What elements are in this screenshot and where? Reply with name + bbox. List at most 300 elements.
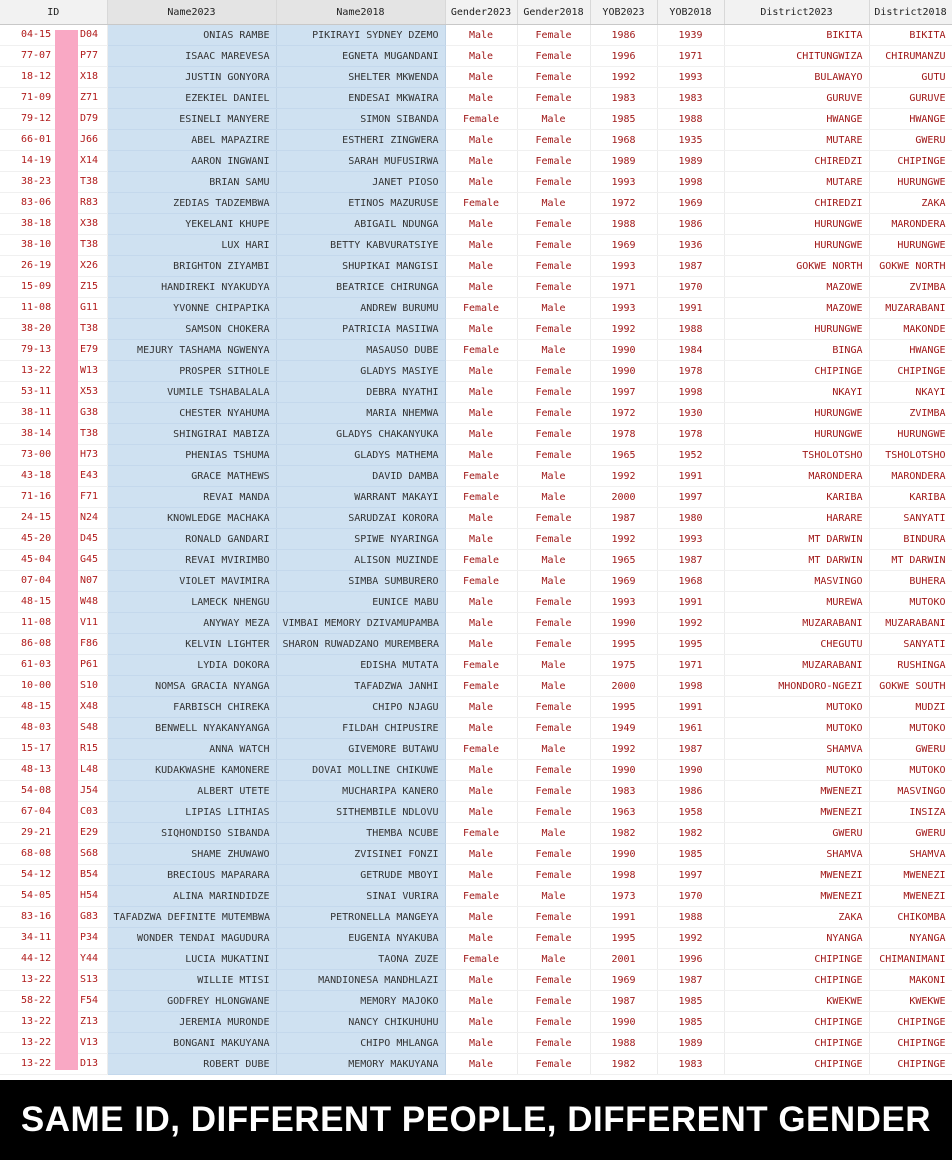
gender-2018-cell[interactable]: Male [517, 109, 590, 130]
id-cell[interactable] [0, 88, 107, 109]
name-2023-cell[interactable]: ANYWAY MEZA [107, 613, 276, 634]
district-2023-cell[interactable]: HURUNGWE [724, 424, 869, 445]
district-2018-cell[interactable]: MARONDERA [869, 466, 952, 487]
name-2023-cell[interactable]: KELVIN LIGHTER [107, 634, 276, 655]
district-2018-cell[interactable]: SHAMVA [869, 844, 952, 865]
id-cell[interactable] [0, 151, 107, 172]
yob-2023-cell[interactable]: 1978 [590, 424, 657, 445]
district-2023-cell[interactable]: ZAKA [724, 907, 869, 928]
district-2023-cell[interactable]: MWENEZI [724, 781, 869, 802]
gender-2018-cell[interactable]: Female [517, 508, 590, 529]
district-2018-cell[interactable]: CHIMANIMANI [869, 949, 952, 970]
gender-2023-cell[interactable]: Female [445, 823, 517, 844]
yob-2023-cell[interactable]: 1983 [590, 781, 657, 802]
yob-2018-cell[interactable]: 1970 [657, 277, 724, 298]
district-2018-cell[interactable]: CHIPINGE [869, 1033, 952, 1054]
yob-2018-cell[interactable]: 1993 [657, 529, 724, 550]
district-2023-cell[interactable]: MASVINGO [724, 571, 869, 592]
table-row[interactable] [0, 676, 952, 697]
name-2023-cell[interactable]: YEKELANI KHUPE [107, 214, 276, 235]
yob-2018-cell[interactable]: 1992 [657, 928, 724, 949]
yob-2018-cell[interactable]: 1986 [657, 214, 724, 235]
name-2023-cell[interactable]: WILLIE MTISI [107, 970, 276, 991]
district-2018-cell[interactable]: MAKONDE [869, 319, 952, 340]
gender-2023-cell[interactable]: Female [445, 655, 517, 676]
id-cell[interactable] [0, 487, 107, 508]
id-cell[interactable] [0, 382, 107, 403]
yob-2023-cell[interactable]: 2000 [590, 676, 657, 697]
name-2023-cell[interactable]: ABEL MAPAZIRE [107, 130, 276, 151]
gender-2023-cell[interactable]: Male [445, 235, 517, 256]
gender-2023-cell[interactable]: Male [445, 613, 517, 634]
gender-2023-cell[interactable]: Male [445, 781, 517, 802]
yob-2023-cell[interactable]: 1995 [590, 697, 657, 718]
district-2023-cell[interactable]: CHIREDZI [724, 151, 869, 172]
id-cell[interactable] [0, 403, 107, 424]
name-2018-cell[interactable]: EGNETA MUGANDANI [276, 46, 445, 67]
district-2018-cell[interactable]: CHIRUMANZU [869, 46, 952, 67]
table-row[interactable] [0, 67, 952, 88]
id-cell[interactable] [0, 361, 107, 382]
gender-2018-cell[interactable]: Female [517, 67, 590, 88]
name-2018-cell[interactable]: ETINOS MAZURUSE [276, 193, 445, 214]
gender-2018-cell[interactable]: Female [517, 907, 590, 928]
district-2018-cell[interactable]: ZVIMBA [869, 277, 952, 298]
table-row[interactable] [0, 613, 952, 634]
gender-2023-cell[interactable]: Male [445, 25, 517, 46]
id-cell[interactable] [0, 970, 107, 991]
yob-2023-cell[interactable]: 1949 [590, 718, 657, 739]
name-2023-cell[interactable]: RONALD GANDARI [107, 529, 276, 550]
table-row[interactable] [0, 487, 952, 508]
gender-2023-cell[interactable]: Male [445, 529, 517, 550]
gender-2023-cell[interactable]: Male [445, 928, 517, 949]
yob-2023-cell[interactable]: 1993 [590, 298, 657, 319]
id-cell[interactable] [0, 193, 107, 214]
yob-2023-cell[interactable]: 1982 [590, 1054, 657, 1075]
table-row[interactable] [0, 1054, 952, 1075]
gender-2018-cell[interactable]: Female [517, 802, 590, 823]
gender-2018-cell[interactable]: Female [517, 592, 590, 613]
name-2023-cell[interactable]: LYDIA DOKORA [107, 655, 276, 676]
district-2018-cell[interactable]: GUTU [869, 67, 952, 88]
name-2023-cell[interactable]: ZEDIAS TADZEMBWA [107, 193, 276, 214]
gender-2023-cell[interactable]: Male [445, 277, 517, 298]
name-2018-cell[interactable]: DAVID DAMBA [276, 466, 445, 487]
yob-2023-cell[interactable]: 1965 [590, 550, 657, 571]
district-2018-cell[interactable]: HWANGE [869, 109, 952, 130]
name-2023-cell[interactable]: ISAAC MAREVESA [107, 46, 276, 67]
id-cell[interactable] [0, 130, 107, 151]
gender-2018-cell[interactable]: Male [517, 466, 590, 487]
table-row[interactable] [0, 865, 952, 886]
id-cell[interactable] [0, 739, 107, 760]
id-cell[interactable] [0, 46, 107, 67]
yob-2023-cell[interactable]: 1995 [590, 928, 657, 949]
gender-2018-cell[interactable]: Female [517, 214, 590, 235]
yob-2018-cell[interactable]: 1985 [657, 1012, 724, 1033]
id-cell[interactable] [0, 697, 107, 718]
name-2018-cell[interactable]: MEMORY MAJOKO [276, 991, 445, 1012]
yob-2018-cell[interactable]: 1939 [657, 25, 724, 46]
table-row[interactable] [0, 25, 952, 46]
name-2018-cell[interactable]: SIMON SIBANDA [276, 109, 445, 130]
district-2023-cell[interactable]: MUREWA [724, 592, 869, 613]
name-2023-cell[interactable]: LIPIAS LITHIAS [107, 802, 276, 823]
gender-2023-cell[interactable]: Male [445, 130, 517, 151]
district-2023-cell[interactable]: CHEGUTU [724, 634, 869, 655]
district-2018-cell[interactable]: MARONDERA [869, 214, 952, 235]
gender-2023-cell[interactable]: Male [445, 151, 517, 172]
table-row[interactable] [0, 340, 952, 361]
name-2018-cell[interactable]: FILDAH CHIPUSIRE [276, 718, 445, 739]
gender-2018-cell[interactable]: Male [517, 949, 590, 970]
id-cell[interactable] [0, 109, 107, 130]
yob-2018-cell[interactable]: 1987 [657, 256, 724, 277]
yob-2023-cell[interactable]: 1998 [590, 865, 657, 886]
column-header-name2018[interactable]: Name2018 [276, 0, 445, 25]
name-2023-cell[interactable]: LUCIA MUKATINI [107, 949, 276, 970]
name-2018-cell[interactable]: PATRICIA MASIIWA [276, 319, 445, 340]
table-row[interactable] [0, 361, 952, 382]
district-2023-cell[interactable]: KARIBA [724, 487, 869, 508]
id-cell[interactable] [0, 340, 107, 361]
table-row[interactable] [0, 571, 952, 592]
table-row[interactable] [0, 886, 952, 907]
yob-2023-cell[interactable]: 1992 [590, 739, 657, 760]
yob-2018-cell[interactable]: 1985 [657, 844, 724, 865]
table-row[interactable] [0, 634, 952, 655]
name-2018-cell[interactable]: SHUPIKAI MANGISI [276, 256, 445, 277]
gender-2023-cell[interactable]: Male [445, 382, 517, 403]
district-2023-cell[interactable]: MARONDERA [724, 466, 869, 487]
table-row[interactable] [0, 592, 952, 613]
name-2018-cell[interactable]: SHARON RUWADZANO MUREMBERA [276, 634, 445, 655]
district-2023-cell[interactable]: CHIPINGE [724, 1033, 869, 1054]
name-2018-cell[interactable]: BETTY KABVURATSIYE [276, 235, 445, 256]
district-2018-cell[interactable]: CHIPINGE [869, 1054, 952, 1075]
table-row[interactable] [0, 466, 952, 487]
district-2018-cell[interactable]: BIKITA [869, 25, 952, 46]
id-cell[interactable] [0, 277, 107, 298]
table-row[interactable] [0, 235, 952, 256]
table-row[interactable] [0, 928, 952, 949]
id-cell[interactable] [0, 781, 107, 802]
name-2018-cell[interactable]: ESTHERI ZINGWERA [276, 130, 445, 151]
district-2023-cell[interactable]: MAZOWE [724, 277, 869, 298]
gender-2023-cell[interactable]: Female [445, 676, 517, 697]
yob-2023-cell[interactable]: 1982 [590, 823, 657, 844]
district-2023-cell[interactable]: CHIPINGE [724, 949, 869, 970]
district-2023-cell[interactable]: GWERU [724, 823, 869, 844]
district-2018-cell[interactable]: GWERU [869, 130, 952, 151]
district-2018-cell[interactable]: HWANGE [869, 340, 952, 361]
id-cell[interactable] [0, 235, 107, 256]
yob-2018-cell[interactable]: 1990 [657, 760, 724, 781]
gender-2018-cell[interactable]: Female [517, 46, 590, 67]
yob-2023-cell[interactable]: 1986 [590, 25, 657, 46]
id-cell[interactable] [0, 907, 107, 928]
name-2023-cell[interactable]: WONDER TENDAI MAGUDURA [107, 928, 276, 949]
district-2018-cell[interactable]: BINDURA [869, 529, 952, 550]
gender-2018-cell[interactable]: Female [517, 319, 590, 340]
gender-2018-cell[interactable]: Female [517, 991, 590, 1012]
gender-2023-cell[interactable]: Male [445, 1033, 517, 1054]
gender-2018-cell[interactable]: Female [517, 760, 590, 781]
district-2018-cell[interactable]: HURUNGWE [869, 235, 952, 256]
yob-2018-cell[interactable]: 1998 [657, 382, 724, 403]
yob-2018-cell[interactable]: 1987 [657, 970, 724, 991]
name-2023-cell[interactable]: ROBERT DUBE [107, 1054, 276, 1075]
gender-2018-cell[interactable]: Male [517, 193, 590, 214]
gender-2018-cell[interactable]: Female [517, 235, 590, 256]
district-2018-cell[interactable]: GOKWE SOUTH [869, 676, 952, 697]
gender-2023-cell[interactable]: Male [445, 508, 517, 529]
yob-2018-cell[interactable]: 1952 [657, 445, 724, 466]
district-2018-cell[interactable]: BUHERA [869, 571, 952, 592]
gender-2018-cell[interactable]: Male [517, 886, 590, 907]
gender-2023-cell[interactable]: Male [445, 46, 517, 67]
district-2023-cell[interactable]: MUTOKO [724, 760, 869, 781]
district-2018-cell[interactable]: NYANGA [869, 928, 952, 949]
yob-2018-cell[interactable]: 1996 [657, 949, 724, 970]
district-2018-cell[interactable]: NKAYI [869, 382, 952, 403]
district-2018-cell[interactable]: GWERU [869, 739, 952, 760]
id-cell[interactable] [0, 823, 107, 844]
district-2023-cell[interactable]: HURUNGWE [724, 403, 869, 424]
table-row[interactable] [0, 655, 952, 676]
yob-2023-cell[interactable]: 1995 [590, 634, 657, 655]
id-cell[interactable] [0, 1033, 107, 1054]
table-row[interactable] [0, 46, 952, 67]
district-2018-cell[interactable]: MUZARABANI [869, 298, 952, 319]
gender-2018-cell[interactable]: Male [517, 487, 590, 508]
gender-2023-cell[interactable]: Male [445, 970, 517, 991]
gender-2023-cell[interactable]: Male [445, 802, 517, 823]
district-2023-cell[interactable]: CHIPINGE [724, 361, 869, 382]
district-2018-cell[interactable]: RUSHINGA [869, 655, 952, 676]
yob-2023-cell[interactable]: 1990 [590, 340, 657, 361]
district-2023-cell[interactable]: MUZARABANI [724, 613, 869, 634]
district-2023-cell[interactable]: HURUNGWE [724, 319, 869, 340]
yob-2023-cell[interactable]: 1997 [590, 382, 657, 403]
district-2023-cell[interactable]: MWENEZI [724, 802, 869, 823]
yob-2018-cell[interactable]: 1978 [657, 361, 724, 382]
table-row[interactable] [0, 991, 952, 1012]
table-row[interactable] [0, 1033, 952, 1054]
name-2023-cell[interactable]: MEJURY TASHAMA NGWENYA [107, 340, 276, 361]
yob-2018-cell[interactable]: 1935 [657, 130, 724, 151]
name-2018-cell[interactable]: MEMORY MAKUYANA [276, 1054, 445, 1075]
district-2023-cell[interactable]: CHIPINGE [724, 1054, 869, 1075]
name-2023-cell[interactable]: BRECIOUS MAPARARA [107, 865, 276, 886]
gender-2018-cell[interactable]: Female [517, 865, 590, 886]
district-2018-cell[interactable]: MUZARABANI [869, 613, 952, 634]
yob-2018-cell[interactable]: 1969 [657, 193, 724, 214]
yob-2023-cell[interactable]: 1972 [590, 403, 657, 424]
yob-2018-cell[interactable]: 1982 [657, 823, 724, 844]
name-2018-cell[interactable]: SARUDZAI KORORA [276, 508, 445, 529]
id-cell[interactable] [0, 1012, 107, 1033]
id-cell[interactable] [0, 256, 107, 277]
name-2023-cell[interactable]: JUSTIN GONYORA [107, 67, 276, 88]
yob-2023-cell[interactable]: 1963 [590, 802, 657, 823]
yob-2018-cell[interactable]: 1998 [657, 676, 724, 697]
id-cell[interactable] [0, 760, 107, 781]
gender-2023-cell[interactable]: Female [445, 298, 517, 319]
gender-2023-cell[interactable]: Male [445, 907, 517, 928]
gender-2023-cell[interactable]: Male [445, 718, 517, 739]
district-2023-cell[interactable]: SHAMVA [724, 844, 869, 865]
gender-2018-cell[interactable]: Female [517, 277, 590, 298]
district-2023-cell[interactable]: CHIPINGE [724, 1012, 869, 1033]
table-row[interactable] [0, 445, 952, 466]
name-2023-cell[interactable]: FARBISCH CHIREKA [107, 697, 276, 718]
gender-2023-cell[interactable]: Female [445, 193, 517, 214]
yob-2018-cell[interactable]: 1989 [657, 1033, 724, 1054]
name-2023-cell[interactable]: BRIAN SAMU [107, 172, 276, 193]
id-cell[interactable] [0, 886, 107, 907]
gender-2018-cell[interactable]: Female [517, 613, 590, 634]
district-2018-cell[interactable]: MWENEZI [869, 865, 952, 886]
table-row[interactable] [0, 970, 952, 991]
name-2023-cell[interactable]: ESINELI MANYERE [107, 109, 276, 130]
gender-2018-cell[interactable]: Female [517, 634, 590, 655]
yob-2018-cell[interactable]: 1987 [657, 550, 724, 571]
gender-2023-cell[interactable]: Male [445, 760, 517, 781]
yob-2023-cell[interactable]: 1987 [590, 991, 657, 1012]
district-2023-cell[interactable]: KWEKWE [724, 991, 869, 1012]
table-row[interactable] [0, 298, 952, 319]
table-row[interactable] [0, 508, 952, 529]
name-2018-cell[interactable]: GETRUDE MBOYI [276, 865, 445, 886]
gender-2018-cell[interactable]: Male [517, 655, 590, 676]
yob-2023-cell[interactable]: 1972 [590, 193, 657, 214]
table-row[interactable] [0, 949, 952, 970]
yob-2018-cell[interactable]: 1989 [657, 151, 724, 172]
gender-2018-cell[interactable]: Male [517, 676, 590, 697]
yob-2018-cell[interactable]: 1988 [657, 109, 724, 130]
yob-2023-cell[interactable]: 1992 [590, 319, 657, 340]
gender-2023-cell[interactable]: Female [445, 487, 517, 508]
table-row[interactable] [0, 172, 952, 193]
name-2023-cell[interactable]: SHINGIRAI MABIZA [107, 424, 276, 445]
name-2023-cell[interactable]: AARON INGWANI [107, 151, 276, 172]
name-2018-cell[interactable]: ZVISINEI FONZI [276, 844, 445, 865]
district-2018-cell[interactable]: MT DARWIN [869, 550, 952, 571]
yob-2018-cell[interactable]: 1986 [657, 781, 724, 802]
table-row[interactable] [0, 277, 952, 298]
yob-2023-cell[interactable]: 1968 [590, 130, 657, 151]
name-2023-cell[interactable]: SAMSON CHOKERA [107, 319, 276, 340]
district-2023-cell[interactable]: MT DARWIN [724, 550, 869, 571]
gender-2023-cell[interactable]: Female [445, 109, 517, 130]
table-row[interactable] [0, 739, 952, 760]
district-2018-cell[interactable]: GURUVE [869, 88, 952, 109]
yob-2018-cell[interactable]: 1984 [657, 340, 724, 361]
name-2023-cell[interactable]: CHESTER NYAHUMA [107, 403, 276, 424]
district-2018-cell[interactable]: GOKWE NORTH [869, 256, 952, 277]
yob-2023-cell[interactable]: 1965 [590, 445, 657, 466]
district-2018-cell[interactable]: MAKONI [869, 970, 952, 991]
gender-2023-cell[interactable]: Female [445, 340, 517, 361]
district-2018-cell[interactable]: CHIKOMBA [869, 907, 952, 928]
gender-2018-cell[interactable]: Male [517, 571, 590, 592]
yob-2023-cell[interactable]: 1993 [590, 172, 657, 193]
table-row[interactable] [0, 844, 952, 865]
column-header-yob2023[interactable]: YOB2023 [590, 0, 657, 25]
district-2018-cell[interactable]: MUTOKO [869, 718, 952, 739]
name-2018-cell[interactable]: GIVEMORE BUTAWU [276, 739, 445, 760]
gender-2018-cell[interactable]: Female [517, 151, 590, 172]
name-2018-cell[interactable]: MASAUSO DUBE [276, 340, 445, 361]
name-2018-cell[interactable]: MARIA NHEMWA [276, 403, 445, 424]
id-cell[interactable] [0, 172, 107, 193]
district-2023-cell[interactable]: MWENEZI [724, 886, 869, 907]
district-2023-cell[interactable]: MAZOWE [724, 298, 869, 319]
table-row[interactable] [0, 130, 952, 151]
yob-2018-cell[interactable]: 1930 [657, 403, 724, 424]
yob-2018-cell[interactable]: 1997 [657, 487, 724, 508]
district-2023-cell[interactable]: NKAYI [724, 382, 869, 403]
gender-2018-cell[interactable]: Female [517, 172, 590, 193]
id-cell[interactable] [0, 865, 107, 886]
yob-2023-cell[interactable]: 1985 [590, 109, 657, 130]
yob-2023-cell[interactable]: 1991 [590, 907, 657, 928]
gender-2023-cell[interactable]: Male [445, 67, 517, 88]
name-2023-cell[interactable]: REVAI MANDA [107, 487, 276, 508]
yob-2023-cell[interactable]: 1993 [590, 592, 657, 613]
id-cell[interactable] [0, 550, 107, 571]
name-2023-cell[interactable]: GRACE MATHEWS [107, 466, 276, 487]
district-2018-cell[interactable]: HURUNGWE [869, 172, 952, 193]
yob-2018-cell[interactable]: 1991 [657, 298, 724, 319]
yob-2023-cell[interactable]: 1992 [590, 466, 657, 487]
gender-2023-cell[interactable]: Female [445, 571, 517, 592]
name-2023-cell[interactable]: PHENIAS TSHUMA [107, 445, 276, 466]
gender-2018-cell[interactable]: Female [517, 130, 590, 151]
id-cell[interactable] [0, 424, 107, 445]
name-2018-cell[interactable]: SINAI VURIRA [276, 886, 445, 907]
yob-2018-cell[interactable]: 1978 [657, 424, 724, 445]
name-2023-cell[interactable]: ANNA WATCH [107, 739, 276, 760]
name-2018-cell[interactable]: SHELTER MKWENDA [276, 67, 445, 88]
table-row[interactable] [0, 802, 952, 823]
table-row[interactable] [0, 256, 952, 277]
district-2018-cell[interactable]: MUTOKO [869, 592, 952, 613]
name-2023-cell[interactable]: KNOWLEDGE MACHAKA [107, 508, 276, 529]
name-2023-cell[interactable]: BENWELL NYAKANYANGA [107, 718, 276, 739]
district-2023-cell[interactable]: NYANGA [724, 928, 869, 949]
yob-2018-cell[interactable]: 1991 [657, 592, 724, 613]
name-2023-cell[interactable]: LAMECK NHENGU [107, 592, 276, 613]
name-2018-cell[interactable]: EUGENIA NYAKUBA [276, 928, 445, 949]
name-2023-cell[interactable]: EZEKIEL DANIEL [107, 88, 276, 109]
gender-2018-cell[interactable]: Female [517, 970, 590, 991]
district-2023-cell[interactable]: HWANGE [724, 109, 869, 130]
name-2023-cell[interactable]: ONIAS RAMBE [107, 25, 276, 46]
yob-2018-cell[interactable]: 1985 [657, 991, 724, 1012]
district-2018-cell[interactable]: ZVIMBA [869, 403, 952, 424]
district-2018-cell[interactable]: TSHOLOTSHO [869, 445, 952, 466]
id-cell[interactable] [0, 592, 107, 613]
name-2018-cell[interactable]: CHIPO MHLANGA [276, 1033, 445, 1054]
gender-2023-cell[interactable]: Male [445, 634, 517, 655]
id-cell[interactable] [0, 466, 107, 487]
id-cell[interactable] [0, 319, 107, 340]
table-row[interactable] [0, 109, 952, 130]
district-2018-cell[interactable]: SANYATI [869, 634, 952, 655]
